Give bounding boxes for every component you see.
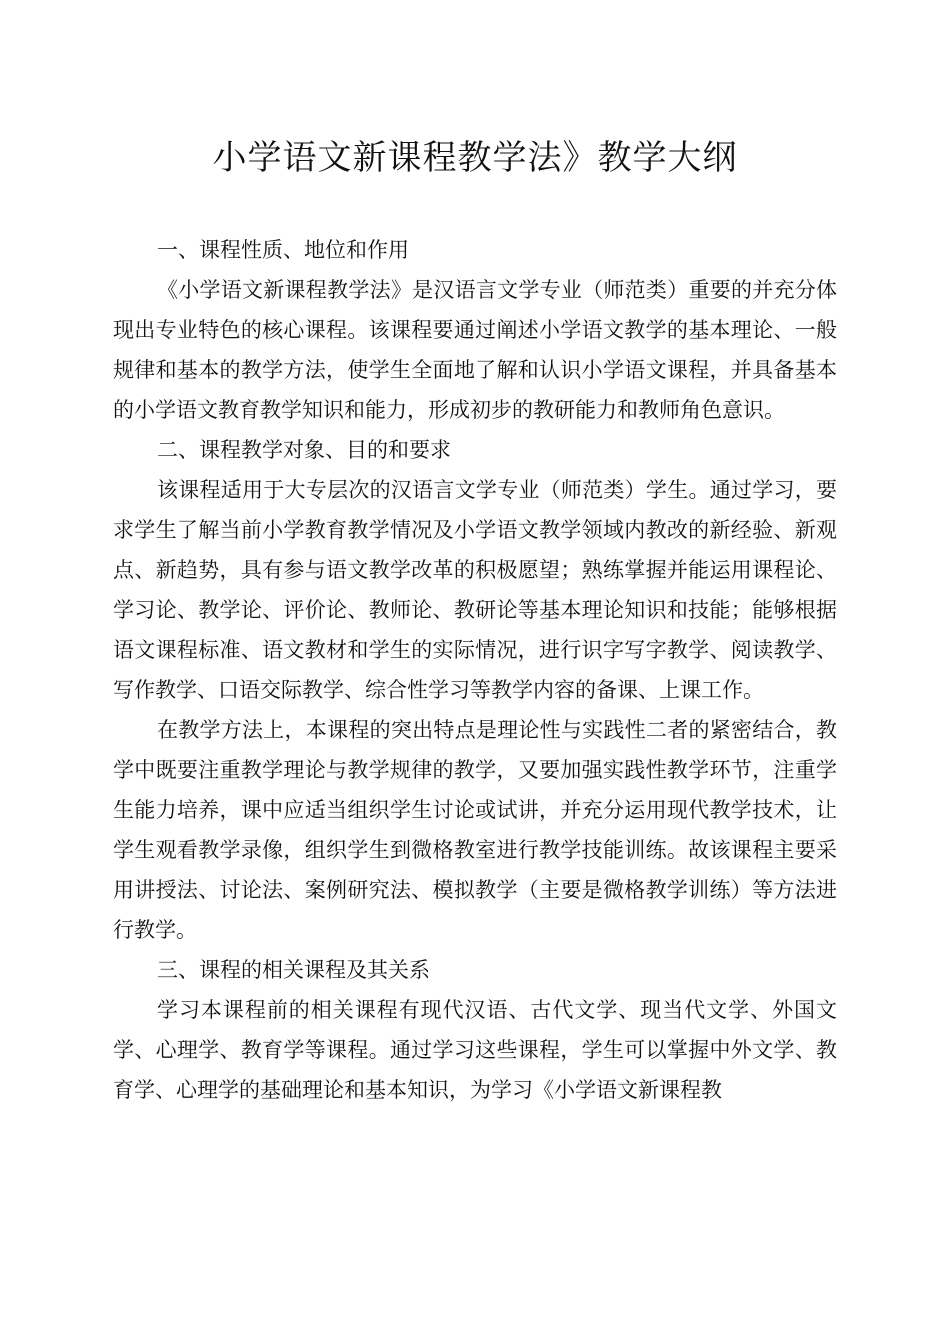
section-1-paragraph-1: 《小学语文新课程教学法》是汉语言文学专业（师范类）重要的并充分体现出专业特色的核心课程。该课程要通过阐述小学语文教学的基本理论、一般规律和基本的教学方法，使学生全面地了解和认识小学语文课程，并具备基本的小学语文教育教学知识和能力，形成初步的教研能力和教师角色意识。 xyxy=(113,278,837,422)
section-3-paragraph-1: 学习本课程前的相关课程有现代汉语、古代文学、现当代文学、外国文学、心理学、教育学等课程。通过学习这些课程，学生可以掌握中外文学、教育学、心理学的基础理论和基本知识，为学习《小学语文新课程教 xyxy=(113,998,837,1102)
document-title: 小学语文新课程教学法》教学大纲 xyxy=(212,138,738,178)
section-heading-2: 二、课程教学对象、目的和要求 xyxy=(157,438,451,462)
section-heading-3: 三、课程的相关课程及其关系 xyxy=(157,958,430,982)
section-2-paragraph-1: 该课程适用于大专层次的汉语言文学专业（师范类）学生。通过学习，要求学生了解当前小学教育教学情况及小学语文教学领域内教改的新经验、新观点、新趋势，具有参与语文教学改革的积极愿望；熟练掌握并能运用课程论、学习论、教学论、评价论、教师论、教研论等基本理论知识和技能；能够根据语文课程标准、语文教材和学生的实际情况，进行识字写字教学、阅读教学、写作教学、口语交际教学、综合性学习等教学内容的备课、上课工作。 xyxy=(113,478,837,702)
section-heading-1: 一、课程性质、地位和作用 xyxy=(157,238,409,262)
section-2-paragraph-2: 在教学方法上，本课程的突出特点是理论性与实践性二者的紧密结合，教学中既要注重教学理论与教学规律的教学，又要加强实践性教学环节，注重学生能力培养，课中应适当组织学生讨论或试讲，并充分运用现代教学技术，让学生观看教学录像，组织学生到微格教室进行教学技能训练。故该课程主要采用讲授法、讨论法、案例研究法、模拟教学（主要是微格教学训练）等方法进行教学。 xyxy=(113,718,837,942)
document-body xyxy=(113,230,837,1110)
